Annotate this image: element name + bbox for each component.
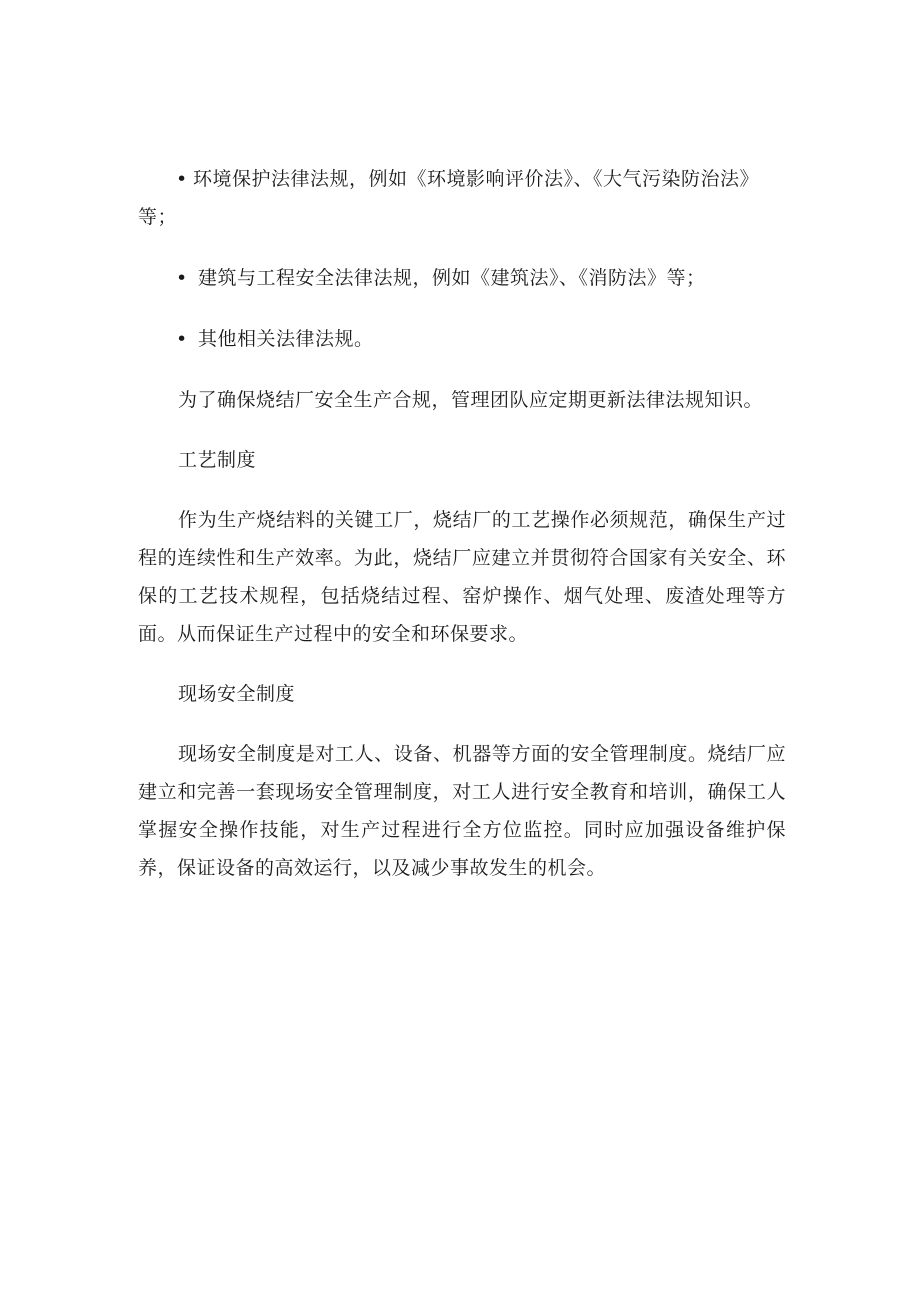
section-heading-site-safety: 现场安全制度 <box>178 683 296 705</box>
list-item <box>138 160 786 236</box>
list-item-text: 其他相关法律法规。 <box>198 328 374 350</box>
bullet-marker: • <box>176 168 188 190</box>
intro-paragraph: 为了确保烧结厂安全生产合规，管理团队应定期更新法律法规知识。 <box>178 389 764 411</box>
section-heading-process: 工艺制度 <box>178 449 257 471</box>
list-item-text: 环境保护法律法规，例如《环境影响评价法》、《大气污染防治法》等； <box>138 168 760 228</box>
section-body-process: 作为生产烧结料的关键工厂，烧结厂的工艺操作必须规范，确保生产过程的连续性和生产效率。为此，烧结厂应建立并贯彻符合国家有关安全、环保的工艺技术规程，包括烧结过程、窑炉操作、烟气处理、废渣处理等方面。从而保证生产过程中的安全和环保要求。 <box>138 509 786 645</box>
bullet-marker: • <box>176 267 188 289</box>
list-item <box>138 259 786 297</box>
list-item-text: 建筑与工程安全法律法规，例如《建筑法》、《消防法》等； <box>198 267 706 289</box>
bullet-marker: • <box>176 328 188 350</box>
section-body-site-safety: 现场安全制度是对工人、设备、机器等方面的安全管理制度。烧结厂应建立和完善一套现场安全管理制度，对工人进行安全教育和培训，确保工人掌握安全操作技能，对生产过程进行全方位监控。同时应加强设备维护保养，保证设备的高效运行，以及减少事故发生的机会。 <box>138 743 786 879</box>
list-item <box>138 320 786 358</box>
document-body <box>138 160 786 909</box>
